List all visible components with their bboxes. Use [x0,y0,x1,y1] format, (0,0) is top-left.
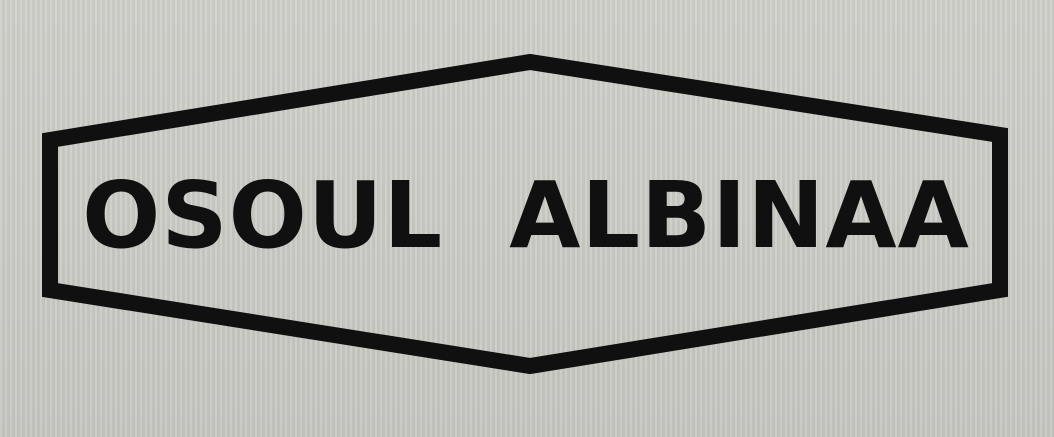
logo-text: OSOUL ALBINAA [82,162,970,269]
